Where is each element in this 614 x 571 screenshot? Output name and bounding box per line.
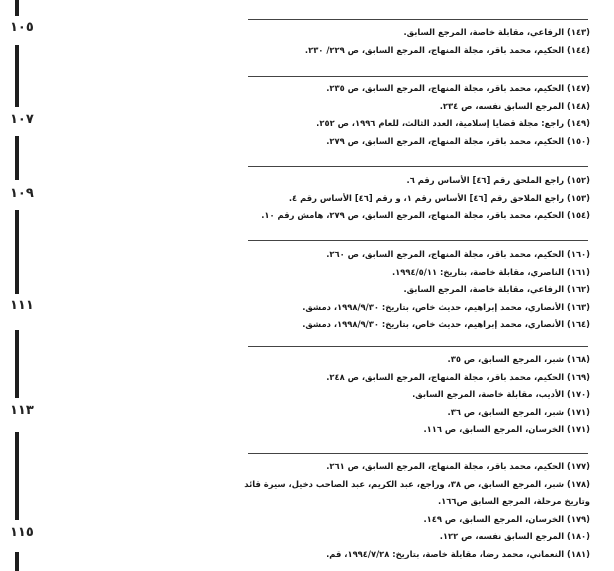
footnote-block-109 [235,172,590,225]
page-number-105: ١٠٥ [10,20,34,35]
page-number-113: ١١٣ [10,403,34,418]
footnote-line: (١٤٧) الحكيم، محمد باقر، مجلة المنهاج، المرجع السابق، ص ٢٣٥. [326,83,590,93]
footnote-block-105 [235,24,590,59]
margin-bar [15,210,19,294]
margin-bar [15,552,19,571]
footnote-line: (١٦٨) شبر، المرجع السابق، ص ٣٥. [447,354,590,364]
footnote-block-107 [235,80,590,150]
footnote-line: (١٤٩) راجع: مجلة قضايا إسلامية، العدد الثالث، للعام ١٩٩٦، ص ٢٥٢. [316,118,590,128]
footnote-line: (١٦٢) الرفاعي، مقابلة خاصة، المرجع السابق. [403,284,590,294]
margin-bar [15,45,19,107]
footnote-line: (١٦٠) الحكيم، محمد باقر، مجلة المنهاج، المرجع السابق، ص ٢٦٠. [326,249,590,259]
footnote-line: (١٦١) الناصري، مقابلة خاصة، بتاريخ: ١٩٩٤/٥/١١. [391,266,590,277]
margin-bar [15,0,19,16]
section-divider [248,453,588,454]
page-number-107: ١٠٧ [10,112,34,127]
footnote-line: (١٦٤) الأنصاري، محمد إبراهيم، حديث خاص، بتاريخ: ١٩٩٨/٩/٣٠، دمشق. [302,319,590,329]
footnote-line: (١٧٧) الحكيم، محمد باقر، مجلة المنهاج، المرجع السابق، ص ٢٦١. [326,461,590,471]
footnote-line: (١٧٨) شبر، المرجع السابق، ص ٣٨، وراجع، عبد الكريم، عبد الصاحب دخيل، سيرة قائد وتاريخ مرحلة، المرجع السابق ص١٦٦. [244,478,590,506]
footnote-line: (١٥٠) الحكيم، محمد باقر، مجلة المنهاج، المرجع السابق، ص ٢٧٩. [326,135,590,146]
footnote-line: (١٦٣) الأنصاري، محمد إبراهيم، حديث خاص، بتاريخ: ١٩٩٨/٩/٣٠، دمشق. [302,301,590,312]
margin-bar [15,330,19,398]
footnote-line: (١٧٠) الأديب، مقابلة خاصة، المرجع السابق. [412,389,590,399]
footnote-line: (١٨١) النعماني، محمد رضا، مقابلة خاصة، بتاريخ: ١٩٩٤/٧/٢٨، قم. [326,548,590,559]
footnote-block-111 [235,246,590,334]
page-number-109: ١٠٩ [10,186,34,201]
footnote-line: (١٤٨) المرجع السابق نفسه، ص ٢٣٤. [439,100,590,111]
page-number-111: ١١١ [10,298,34,313]
footnote-line: (١٥٣) راجع الملاحق رقم [٤٦] الأساس رقم ١، و رقم [٤٦] الأساس رقم ٤. [288,192,590,203]
footnote-line: (١٥٢) راجع الملحق رقم [٤٦] الأساس رقم ٦. [406,175,590,185]
footnote-block-115 [222,458,590,563]
margin-bar [15,136,19,180]
footnote-line: (١٧١) شبر، المرجع السابق، ص ٣٦. [447,406,590,417]
section-divider [248,346,588,347]
footnote-line: (١٧٩) الخرسان، المرجع السابق، ص ١٤٩. [423,513,590,524]
footnote-line: (١٧١) الخرسان، المرجع السابق، ص ١١٦. [423,424,590,434]
page-number-115: ١١٥ [10,525,34,540]
section-divider [248,166,588,167]
margin-bar [15,432,19,520]
footnote-line: (١٤٤) الحكيم، محمد باقر، مجلة المنهاج، المرجع السابق، ص ٢٢٩/ ٢٣٠. [304,44,590,55]
footnote-line: (١٨٠) المرجع السابق نفسه، ص ١٢٢. [439,531,590,541]
footnote-block-113 [235,351,590,439]
footnote-line: (١٥٤) الحكيم، محمد باقر، مجلة المنهاج، المرجع السابق، ص ٢٧٩، هامش رقم ١٠. [261,210,590,220]
section-divider [248,240,588,241]
footnote-line: (١٤٣) الرفاعي، مقابلة خاصة، المرجع السابق. [403,27,590,37]
section-divider [248,19,588,20]
footnote-line: (١٦٩) الحكيم، محمد باقر، مجلة المنهاج، المرجع السابق، ص ٢٤٨. [326,371,590,382]
section-divider [248,76,588,77]
